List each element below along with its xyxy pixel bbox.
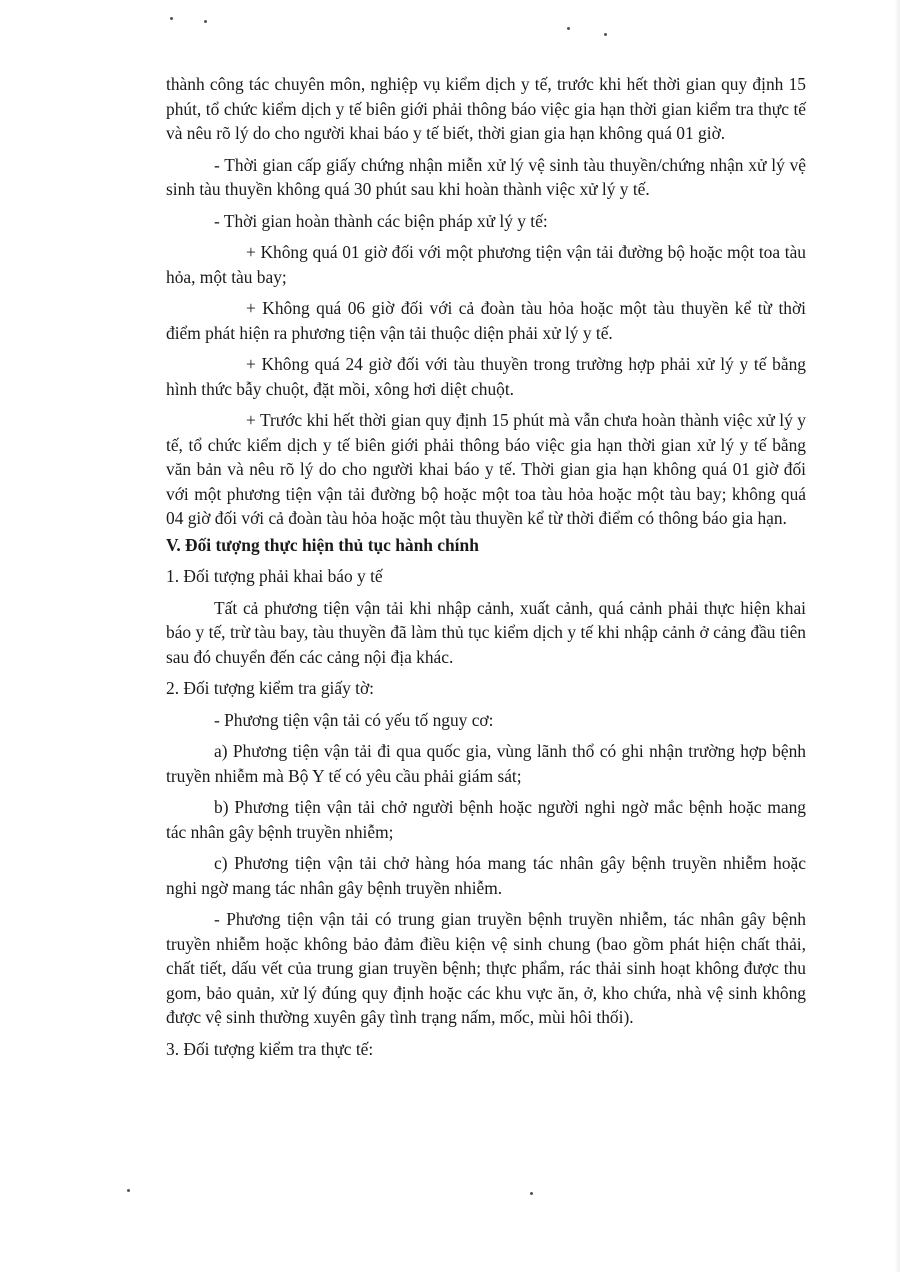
scan-speck <box>604 33 607 36</box>
scan-speck <box>567 27 570 30</box>
section-heading-v: V. Đối tượng thực hiện thủ tục hành chính <box>166 534 479 555</box>
paragraph-certificate-time: - Thời gian cấp giấy chứng nhận miễn xử lý vệ sinh tàu thuyền/chứng nhận xử lý vệ sinh tàu thuyền không quá 30 phút sau khi hoàn thành việc xử lý y tế. <box>166 154 806 199</box>
paragraph-declaration-subjects: Tất cả phương tiện vận tải khi nhập cảnh, xuất cảnh, quá cảnh phải thực hiện khai báo y tế, trừ tàu bay, tàu thuyền đã làm thủ tục kiểm dịch y tế khi nhập cảnh ở cảng đầu tiên sau đó chuyển đến các cảng nội địa khác. <box>166 597 806 667</box>
subheading-2: 2. Đối tượng kiểm tra giấy tờ: <box>166 678 374 698</box>
bullet-extension: + Trước khi hết thời gian quy định 15 phút mà vẫn chưa hoàn thành việc xử lý y tế, tổ chức kiểm dịch y tế biên giới phải thông báo việc gia hạn thời gian xử lý y tế bằng văn bản và nêu rõ lý do cho người khai báo y tế. Thời gian gia hạn không quá 01 giờ đối với một phương tiện vận tải đường bộ hoặc một toa tàu hỏa hoặc một tàu bay; không quá 04 giờ đối với cả đoàn tàu hỏa hoặc một tàu thuyền kể từ thời điểm có thông báo gia hạn. <box>166 410 806 528</box>
document-body <box>166 72 806 1061</box>
scan-speck <box>127 1189 130 1192</box>
paragraph-continuation: thành công tác chuyên môn, nghiệp vụ kiểm dịch y tế, trước khi hết thời gian quy định 15 phút, tổ chức kiểm dịch y tế biên giới phải thông báo việc gia hạn thời gian kiểm tra thực tế và nêu rõ lý do cho người khai báo y tế biết, thời gian gia hạn không quá 01 giờ. <box>166 74 806 143</box>
paragraph-risk-factors: - Phương tiện vận tải có yếu tố nguy cơ: <box>214 709 494 730</box>
scan-speck <box>170 17 173 20</box>
scan-edge <box>894 0 900 1272</box>
subheading-1: 1. Đối tượng phải khai báo y tế <box>166 566 383 586</box>
bullet-24-hours: + Không quá 24 giờ đối với tàu thuyền trong trường hợp phải xử lý y tế bằng hình thức bẫy chuột, đặt mồi, xông hơi diệt chuột. <box>166 354 806 399</box>
item-b: b) Phương tiện vận tải chở người bệnh hoặc người nghi ngờ mắc bệnh hoặc mang tác nhân gây bệnh truyền nhiễm; <box>166 797 806 842</box>
paragraph-vector-hygiene: - Phương tiện vận tải có trung gian truyền bệnh truyền nhiễm, tác nhân gây bệnh truyền nhiễm hoặc không bảo đảm điều kiện vệ sinh chung (bao gồm phát hiện chất thải, chất tiết, dấu vết của trung gian truyền bệnh; thực phẩm, rác thải sinh hoạt không được thu gom, bảo quản, xử lý đúng quy định hoặc các khu vực ăn, ở, kho chứa, nhà vệ sinh không được vệ sinh thường xuyên gây tình trạng nấm, mốc, mùi hôi thối). <box>166 909 806 1027</box>
item-c: c) Phương tiện vận tải chở hàng hóa mang tác nhân gây bệnh truyền nhiễm hoặc nghi ngờ mang tác nhân gây bệnh truyền nhiễm. <box>166 853 806 898</box>
item-a: a) Phương tiện vận tải đi qua quốc gia, vùng lãnh thổ có ghi nhận trường hợp bệnh truyền nhiễm mà Bộ Y tế có yêu cầu phải giám sát; <box>166 741 806 786</box>
bullet-01-hour: + Không quá 01 giờ đối với một phương tiện vận tải đường bộ hoặc một toa tàu hỏa, một tàu bay; <box>166 242 806 287</box>
scan-speck <box>204 20 207 23</box>
paragraph-treatment-time: - Thời gian hoàn thành các biện pháp xử lý y tế: <box>214 210 548 231</box>
scan-speck <box>530 1192 533 1195</box>
bullet-06-hours: + Không quá 06 giờ đối với cả đoàn tàu hỏa hoặc một tàu thuyền kể từ thời điểm phát hiện ra phương tiện vận tải thuộc diện phải xử lý y tế. <box>166 298 806 343</box>
subheading-3: 3. Đối tượng kiểm tra thực tế: <box>166 1038 374 1059</box>
